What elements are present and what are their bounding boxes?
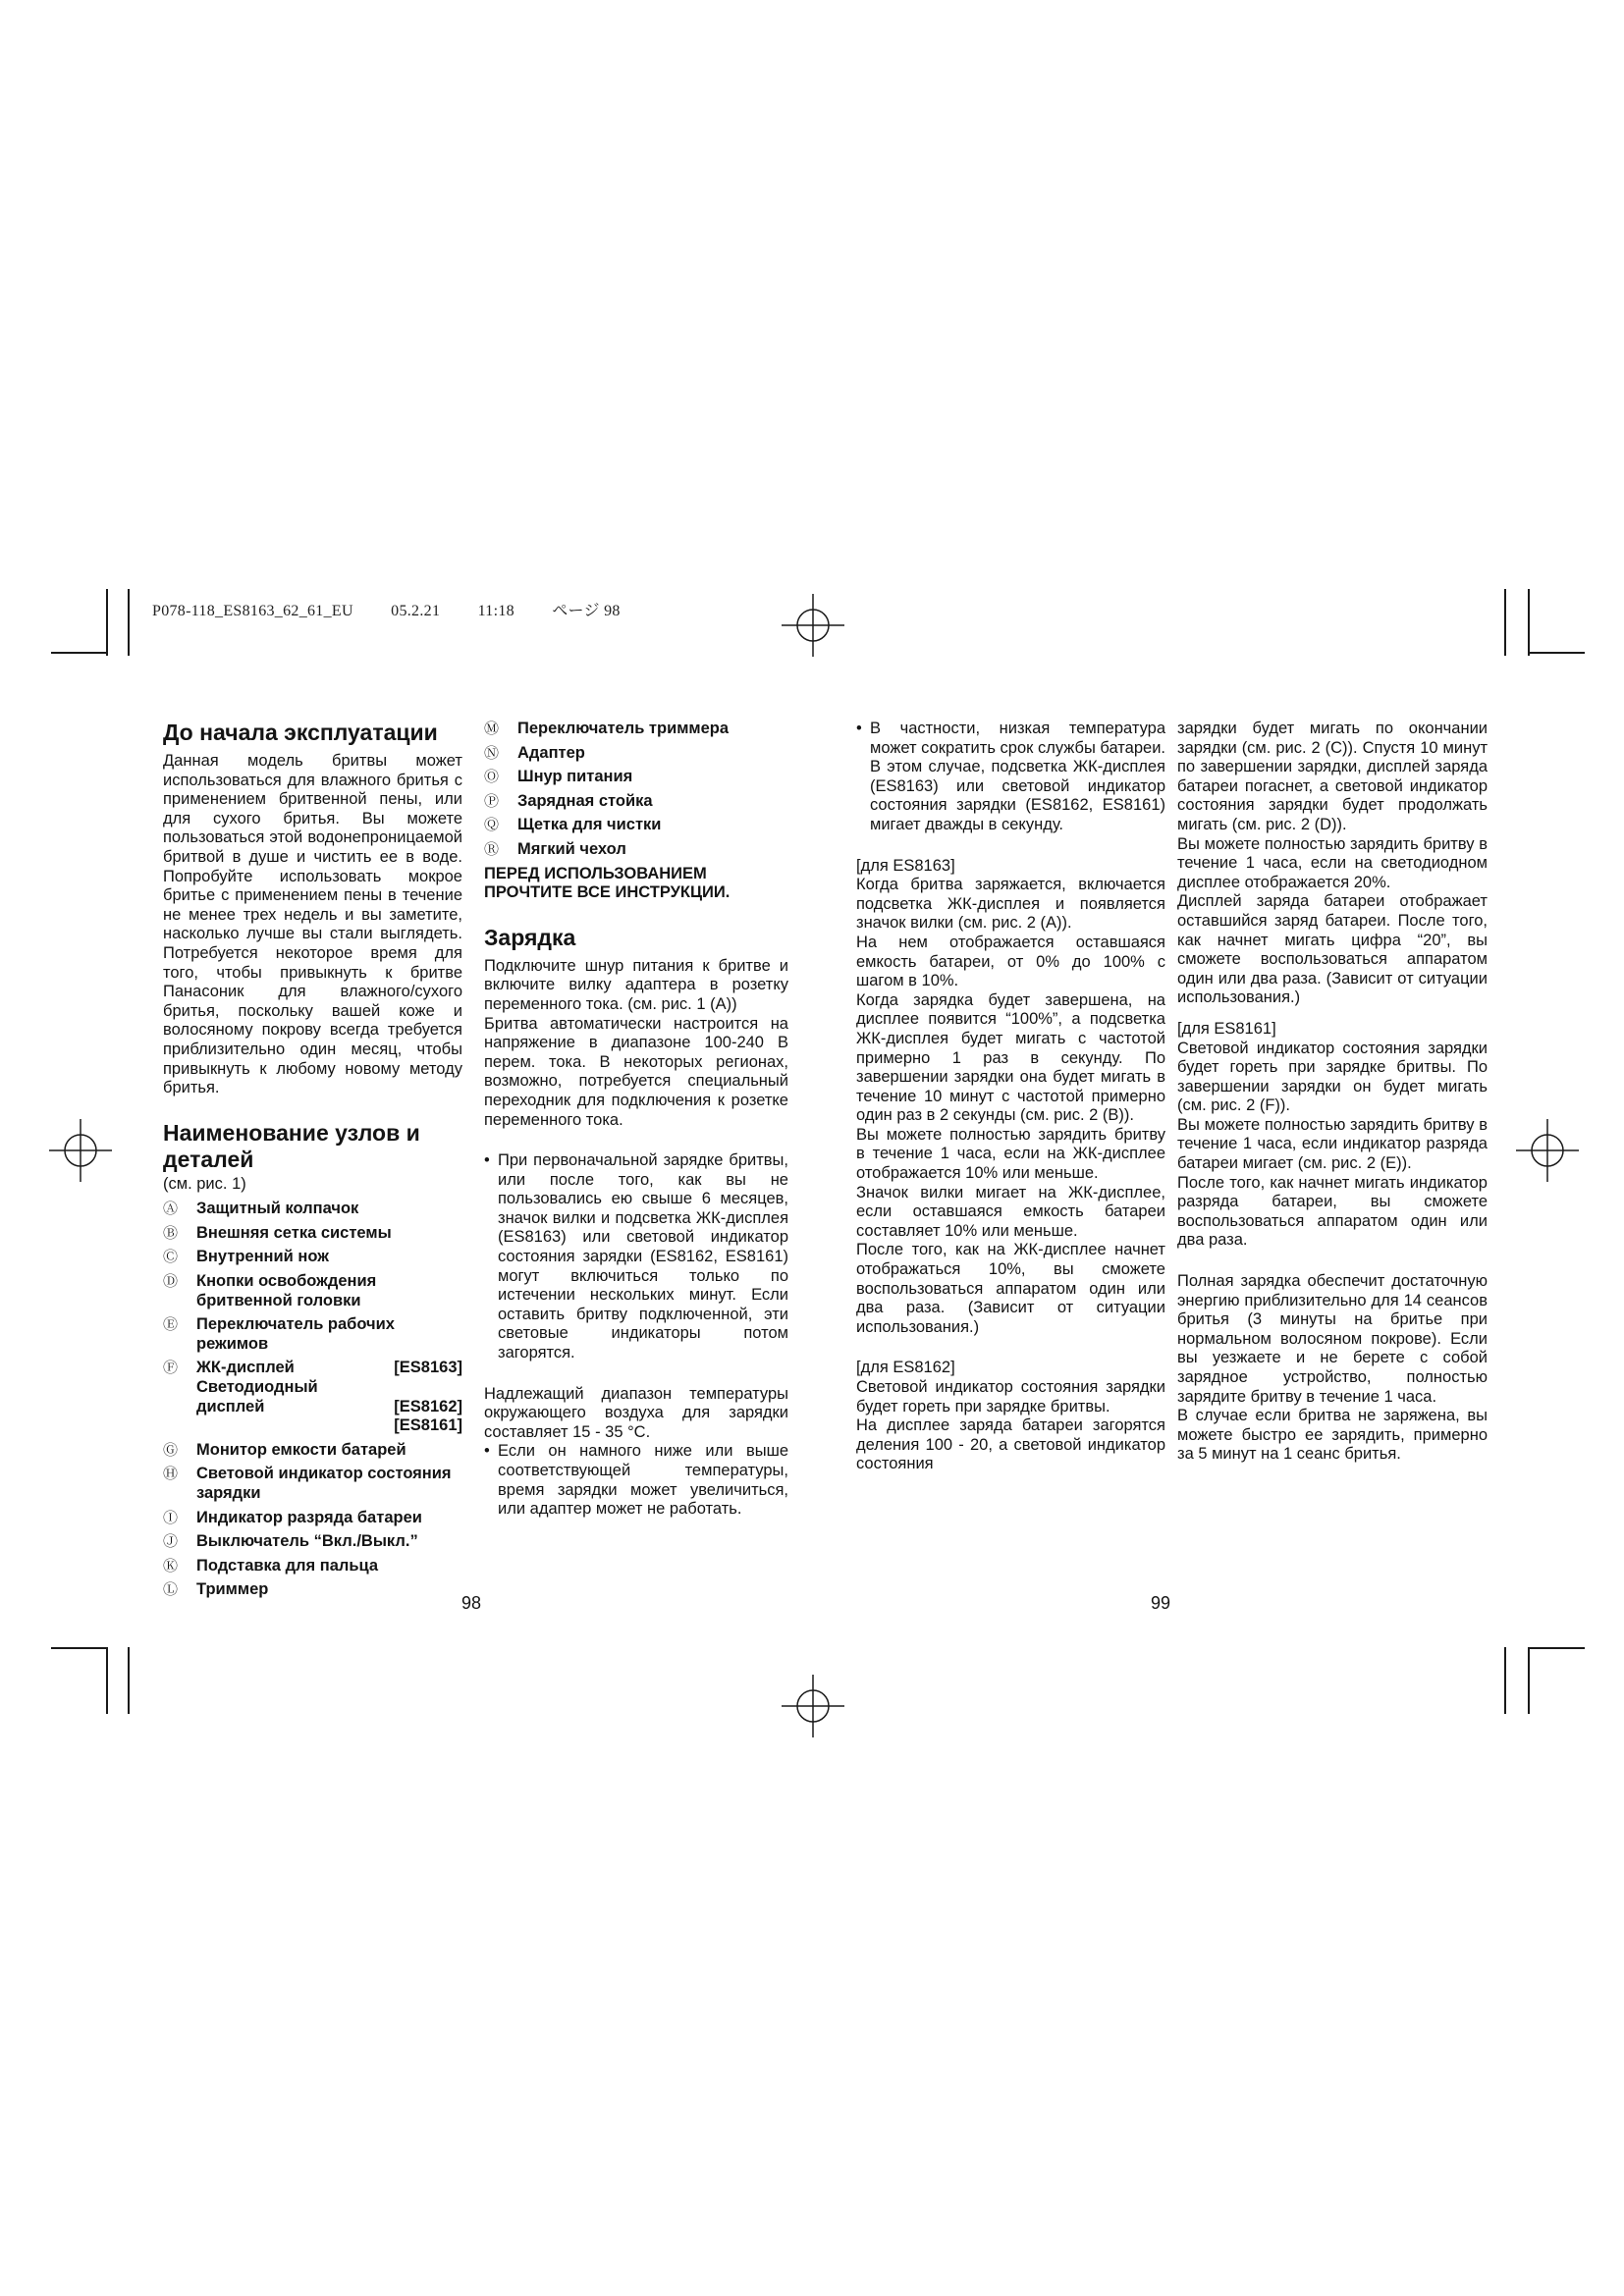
section-title-before-use: До начала эксплуатации — [163, 720, 438, 745]
model-paragraph: Когда зарядка будет завершена, на дисплее появится “100%”, а подсветка ЖК-дисплея будет мигать с частотой примерно 1 раз в секунду. По завершении зарядки она будет мигать в течение 10 минут с частотой примерно один раз в 2 секунды (см. рис. 2 (B)). — [856, 990, 1165, 1125]
list-item: Ⓟ Зарядная стойка — [484, 791, 653, 810]
list-item: Ⓛ Триммер — [163, 1580, 269, 1599]
registration-mark-top — [782, 594, 844, 657]
print-date: 05.2.21 — [391, 603, 441, 619]
list-item: Ⓠ Щетка для чистки — [484, 816, 662, 834]
charging-paragraph: Подключите шнур питания к бритве и включите вилку адаптера в розетку переменного тока. (см. рис. 1 (A)) — [484, 956, 788, 1013]
bullet-item: • При первоначальной зарядке бритвы, или после того, как вы не пользовались ею свыше 6 месяцев, значок вилки и подсветка ЖК-дисплея (ES8163) или световой индикатор состояния зарядки (ES8162, ES8161) могут включиться только по истечении нескольких минут. Если оставить бритву подключенной, эти световые индикаторы потом загорятся. — [484, 1151, 788, 1362]
doc-code: P078-118_ES8163_62_61_EU — [152, 603, 353, 619]
print-page-label: ページ 98 — [552, 603, 621, 619]
bullet-item: • В частности, низкая температура может сократить срок службы батареи. В этом случае, подсветка ЖК-дисплея (ES8163) или световой индикатор состояния зарядки (ES8162, ES8161) мигает дважды в секунду. — [856, 720, 1165, 833]
list-item: Ⓑ Внешняя сетка системы — [163, 1223, 392, 1242]
crop-mark — [1528, 1647, 1585, 1649]
list-item: Ⓙ Выключатель “Вкл./Выкл.” — [163, 1532, 418, 1551]
parts-figure-ref: (см. рис. 1) — [163, 1174, 246, 1193]
column-4 — [1177, 720, 1488, 1465]
list-item: Ⓗ Световой индикатор состояния зарядки — [163, 1465, 452, 1502]
page-number-left: 98 — [461, 1593, 482, 1613]
model-paragraph: Дисплей заряда батареи отображает оставшийся заряд батареи. После того, как начнет мигать цифра “20”, вы сможете воспользоваться аппаратом один или два раза. (Зависит от ситуации использования.) — [1177, 892, 1488, 1007]
before-use-text: Данная модель бритвы может использоваться для влажного бритья с применением бритвенной пены, или для сухого бритья. Вы можете пользоваться этой водонепроницаемой бритвой в душе и чистить ее в воде. Попробуйте использовать мокрое бритье с применением пены в течение не менее трех недель и вы заметите, насколько лучше вы стали выглядеть. Потребуется некоторое время для того, чтобы привыкнуть к бритве Панасоник для влажного/сухого бритья, поскольку вашей коже и волосяному покрову всегда требуется приблизительно один месяц, чтобы привыкнуть к любому новому методу бритья. — [163, 752, 462, 1097]
parts-list-a — [163, 1200, 462, 1600]
crop-mark — [106, 1647, 108, 1714]
model-paragraph: На дисплее заряда батареи загорятся деления 100 - 20, а световой индикатор состояния — [856, 1416, 1165, 1473]
print-time: 11:18 — [477, 603, 514, 619]
column-3 — [856, 720, 1165, 1474]
model-paragraph: Вы можете полностью зарядить бритву в течение 1 часа, если на ЖК-дисплее отображается 10% или меньше. — [856, 1125, 1165, 1183]
crop-mark — [1504, 589, 1506, 656]
list-item: Ⓐ Защитный колпачок — [163, 1200, 359, 1218]
model-paragraph: На нем отображается оставшаяся емкость батареи, от 0% до 100% с шагом в 10%. — [856, 933, 1165, 990]
list-item: Ⓔ Переключатель рабочих режимов — [163, 1315, 395, 1353]
registration-mark-right — [1516, 1119, 1579, 1182]
bullet-item: • Если он намного ниже или выше соответствующей температуры, время зарядки может увеличиться, или адаптер может не работать. — [484, 1442, 788, 1519]
crop-mark — [106, 589, 108, 656]
crop-mark — [51, 652, 108, 654]
column-2 — [484, 720, 788, 1520]
model-heading: [для ES8162] — [856, 1359, 955, 1377]
print-header — [152, 598, 654, 620]
registration-mark-bottom — [782, 1675, 844, 1737]
model-heading: [для ES8163] — [856, 856, 955, 875]
model-paragraph: Когда бритва заряжается, включается подсветка ЖК-дисплея и появляется значок вилки (см. рис. 2 (A)). — [856, 876, 1165, 933]
list-item: Ⓖ Монитор емкости батарей — [163, 1440, 406, 1459]
list-item: Ⓝ Адаптер — [484, 743, 585, 762]
list-item: Ⓓ Кнопки освобождения бритвенной головки — [163, 1272, 377, 1309]
column-1 — [163, 720, 462, 1605]
list-item: Ⓞ Шнур питания — [484, 768, 633, 786]
model-paragraph: Световой индикатор состояния зарядки будет гореть при зарядке бритвы. По завершении зарядки он будет мигать (см. рис. 2 (F)). — [1177, 1039, 1488, 1115]
list-item: Ⓚ Подставка для пальца — [163, 1556, 379, 1575]
crop-mark — [128, 589, 130, 656]
model-paragraph: Вы можете полностью зарядить бритву в течение 1 часа, если индикатор разряда батареи мигает (см. рис. 2 (E)). — [1177, 1115, 1488, 1173]
section-title-parts: Наименование узлов и деталей — [163, 1119, 420, 1172]
temperature-text: Надлежащий диапазон температуры окружающего воздуха для зарядки составляет 15 - 35 °C. — [484, 1384, 788, 1441]
full-charge-text: Полная зарядка обеспечит достаточную энергию приблизительно для 14 сеансов бритья (3 минуты на бритье при нормальном волосяном покрове). Если вы уезжаете и не берете с собой зарядное устройство, полностью зарядите бритву в течение 1 часа. — [1177, 1272, 1488, 1406]
parts-list-c — [484, 720, 788, 860]
model-paragraph: Световой индикатор состояния зарядки будет гореть при зарядке бритвы. — [856, 1378, 1165, 1415]
crop-mark — [1528, 652, 1585, 654]
crop-mark — [51, 1647, 108, 1649]
list-item: Ⓒ Внутренний нож — [163, 1248, 329, 1266]
model-paragraph: После того, как начнет мигать индикатор разряда батареи, вы сможете воспользоваться аппаратом один или два раза. — [1177, 1173, 1488, 1250]
list-item: Ⓡ Мягкий чехол — [484, 839, 626, 858]
list-item-display: Ⓕ ЖК-дисплей [ES8163] Светодиодный дисплей [ES8162] [ES8161] — [163, 1359, 462, 1435]
model-heading: [для ES8161] — [1177, 1019, 1276, 1038]
page-number-right: 99 — [1151, 1593, 1171, 1613]
charging-paragraph: Бритва автоматически настроится на напряжение в диапазоне 100-240 В перем. тока. В некоторых регионах, возможно, потребуется специальный переходник для подключения к розетке переменного тока. — [484, 1014, 788, 1129]
crop-mark — [1528, 589, 1530, 656]
section-title-charging: Зарядка — [484, 924, 576, 950]
list-item: Ⓘ Индикатор разряда батареи — [163, 1508, 422, 1526]
registration-mark-left — [49, 1119, 112, 1182]
list-item: Ⓜ Переключатель триммера — [484, 720, 730, 737]
quick-charge-text: В случае если бритва не заряжена, вы можете быстро ее зарядить, примерно за 5 минут на 1 сеанс бритья. — [1177, 1407, 1488, 1464]
read-instructions-notice: ПЕРЕД ИСПОЛЬЗОВАНИЕМ ПРОЧТИТЕ ВСЕ ИНСТРУКЦИИ. — [484, 864, 731, 902]
model-paragraph: Значок вилки мигает на ЖК-дисплее, если оставшаяся емкость батареи составляет 10% или меньше. — [856, 1183, 1165, 1240]
crop-mark — [128, 1647, 130, 1714]
crop-mark — [1504, 1647, 1506, 1714]
model-paragraph: Вы можете полностью зарядить бритву в течение 1 часа, если на светодиодном дисплее отображается 20%. — [1177, 834, 1488, 891]
model-paragraph: зарядки будет мигать по окончании зарядки (см. рис. 2 (C)). Спустя 10 минут по завершении зарядки, дисплей заряда батареи погаснет, а световой индикатор состояния зарядки будет продолжать мигать (см. рис. 2 (D)). — [1177, 720, 1488, 833]
crop-mark — [1528, 1647, 1530, 1714]
model-paragraph: После того, как на ЖК-дисплее начнет отображаться 10%, вы сможете воспользоваться аппаратом один или два раза. (Зависит от ситуации использования.) — [856, 1241, 1165, 1336]
